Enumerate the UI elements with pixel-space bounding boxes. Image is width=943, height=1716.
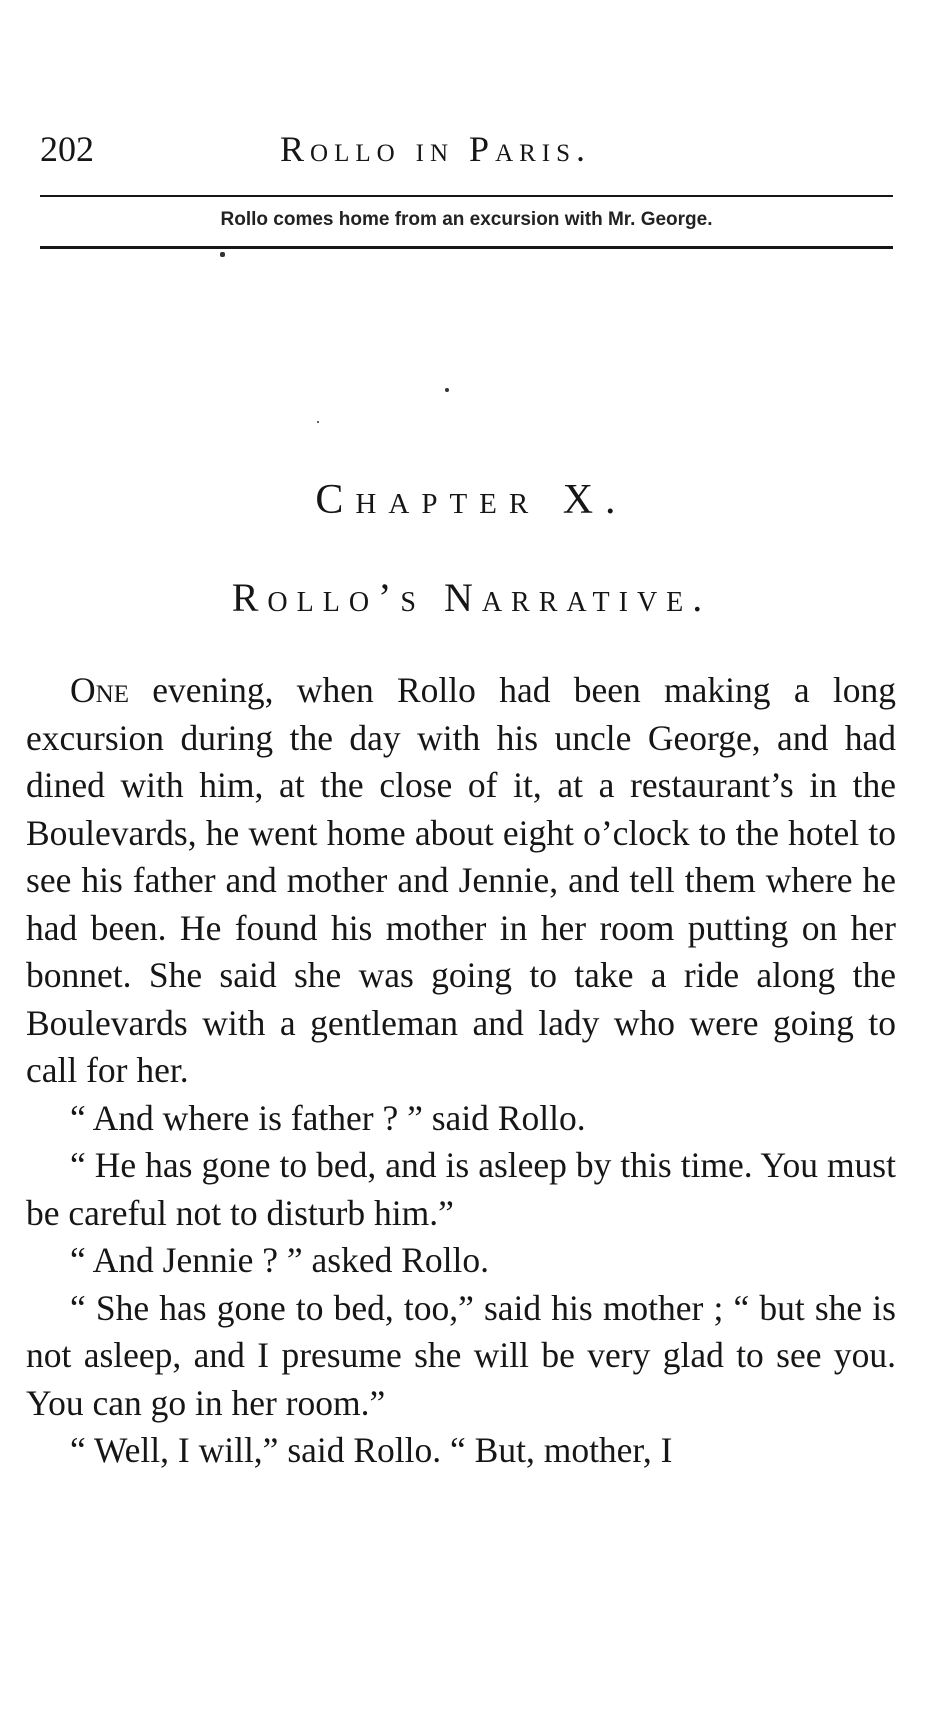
chapter-subtitle: Rollo’s Narrative. xyxy=(231,575,712,620)
running-title: Rollo in Paris. xyxy=(280,129,592,169)
paragraph: “ He has gone to bed, and is asleep by this time. You must be careful not to disturb him.” xyxy=(26,1145,896,1233)
ink-speck xyxy=(317,421,319,423)
paragraph: “ And Jennie ? ” asked Rollo. xyxy=(70,1240,489,1280)
page-header xyxy=(40,126,893,172)
paragraph: “ She has gone to bed, too,” said his mother ; “ but she is not asleep, and I presume she will be very glad to see you. You can go in her room.” xyxy=(26,1287,896,1423)
body-text xyxy=(26,667,896,1475)
chapter-heading: Chapter X. xyxy=(315,477,628,523)
page-number: 202 xyxy=(40,129,94,169)
paragraph xyxy=(26,667,896,1095)
header-rule-top xyxy=(40,195,893,197)
paragraph: “ And where is father ? ” said Rollo. xyxy=(70,1097,586,1138)
paragraph-text: evening, when Rollo had been making a long excursion during the day with his uncle George, and had dined with him, at the close of it, at a restaurant’s in the Boulevards, he went home about eight o’clock to the hotel to see his father and mother and Jennie, and tell them where he had been. He found his mother in her room putting on her bonnet. She said she was going to take a ride along the Boulevards with a gentleman and lady who were going to call for her. xyxy=(26,670,896,1090)
ink-speck xyxy=(220,252,225,257)
header-rule-bottom xyxy=(40,246,893,249)
paragraph-lead-word: One xyxy=(70,670,129,710)
paragraph: “ Well, I will,” said Rollo. “ But, mother, I xyxy=(70,1430,673,1470)
page-subheader: Rollo comes home from an excursion with Mr. George. xyxy=(220,209,713,230)
ink-speck xyxy=(445,388,449,392)
